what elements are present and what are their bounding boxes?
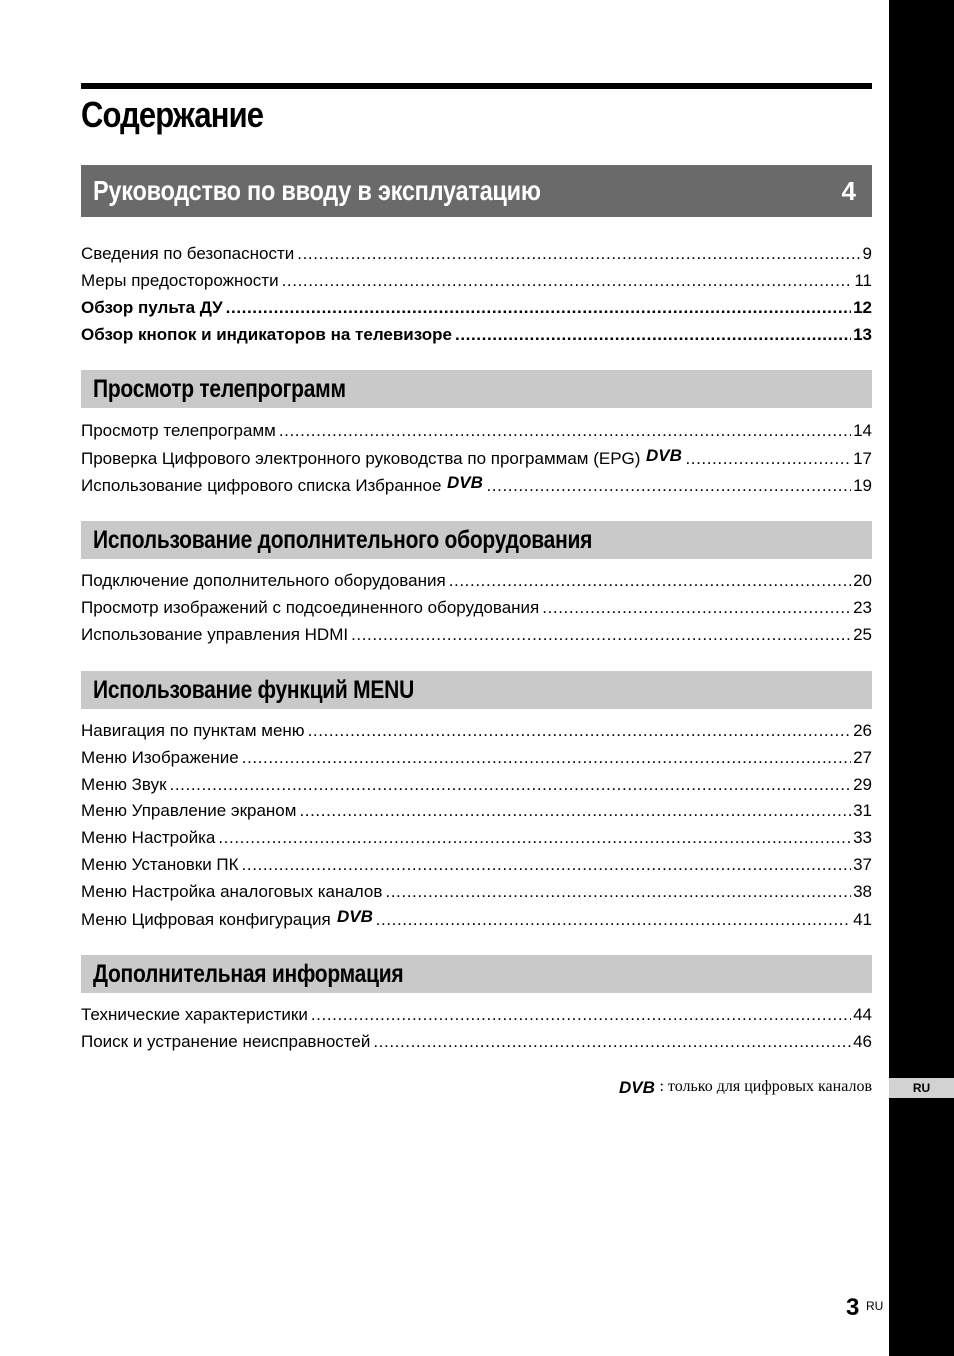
- toc-entry-page: 12: [853, 298, 872, 317]
- dvb-logo-icon: [337, 907, 373, 925]
- leader-dots: [351, 623, 851, 647]
- toc-entry-label: Просмотр телепрограмм: [81, 421, 276, 440]
- toc-entry-label: Просмотр изображений с подсоединенного оборудования: [81, 598, 540, 617]
- section-title: Руководство по вводу в эксплуатацию: [93, 175, 541, 206]
- dvb-logo-icon: [447, 473, 483, 491]
- toc-entry-label: Проверка Цифрового электронного руководства по программам (EPG): [81, 449, 641, 468]
- toc-entry-page: 17: [853, 449, 872, 468]
- leader-dots: [376, 908, 851, 932]
- svg-text:DVB: DVB: [619, 1078, 656, 1096]
- leader-dots: [449, 569, 851, 593]
- dvb-logo-icon: [646, 446, 682, 464]
- section-title: Дополнительная информация: [93, 959, 404, 988]
- toc-entry-label: Поиск и устранение неисправностей: [81, 1032, 371, 1051]
- language-tab: RU: [889, 1078, 954, 1098]
- toc-entry[interactable]: [81, 596, 872, 620]
- toc-entry[interactable]: [81, 880, 872, 904]
- leader-dots: [218, 826, 851, 850]
- page-title: Содержание: [81, 94, 264, 135]
- toc-entry-page: 11: [854, 271, 872, 290]
- svg-text:DVB: DVB: [336, 907, 373, 925]
- leader-dots: [242, 746, 851, 770]
- section-page-number: 4: [841, 175, 856, 206]
- section-title: Просмотр телепрограмм: [93, 374, 346, 403]
- leader-dots: [170, 773, 852, 797]
- leader-dots: [242, 853, 852, 877]
- page-number: 3: [846, 1294, 860, 1321]
- toc-entry[interactable]: [81, 826, 872, 850]
- toc-entry[interactable]: [81, 242, 872, 266]
- toc-entry-label: Технические характеристики: [81, 1005, 308, 1024]
- section-header-menu: [81, 671, 872, 709]
- side-black-bar: [889, 0, 954, 1356]
- toc-entry-label: Меню Установки ПК: [81, 855, 239, 874]
- footnote-text: : только для цифровых каналов: [659, 1078, 872, 1095]
- leader-dots: [373, 1030, 851, 1054]
- toc-entry[interactable]: [81, 569, 872, 593]
- leader-dots: [282, 269, 853, 293]
- toc-entry-label: Меню Управление экраном: [81, 801, 297, 820]
- toc-entry-label: Обзор пульта ДУ: [81, 298, 223, 317]
- toc-entry[interactable]: [81, 1003, 872, 1027]
- toc-entry-page: 37: [853, 855, 872, 874]
- section-title: Использование дополнительного оборудования: [93, 525, 593, 554]
- leader-dots: [455, 323, 851, 347]
- toc-entry[interactable]: [81, 269, 872, 293]
- toc-entry[interactable]: [81, 907, 872, 931]
- section-header-setup: [81, 165, 872, 217]
- toc-entry-page: 38: [853, 882, 872, 901]
- toc-entry-label: Меню Звук: [81, 775, 167, 794]
- toc-entry[interactable]: [81, 623, 872, 647]
- title-rule: [81, 83, 872, 89]
- section-title: Использование функций MENU: [93, 675, 414, 704]
- toc-entry-page: 23: [853, 598, 872, 617]
- dvb-footnote: [619, 1078, 872, 1096]
- section-header-additional-info: [81, 955, 872, 993]
- toc-entry-page: 27: [853, 748, 872, 767]
- toc-entry-label: Использование цифрового списка Избранное: [81, 476, 442, 495]
- toc-entry[interactable]: [81, 773, 872, 797]
- toc-entry-label: Меню Цифровая конфигурация: [81, 910, 331, 929]
- page-number-suffix: RU: [866, 1299, 884, 1313]
- toc-entry-page: 20: [853, 571, 872, 590]
- section-header-watching-tv: [81, 370, 872, 408]
- toc-entry[interactable]: [81, 853, 872, 877]
- toc-entry[interactable]: [81, 419, 872, 443]
- toc-entry[interactable]: [81, 473, 872, 497]
- toc-entry-label: Использование управления HDMI: [81, 625, 349, 644]
- toc-entry[interactable]: [81, 1030, 872, 1054]
- toc-entry-page: 9: [862, 244, 872, 263]
- toc-entry[interactable]: [81, 719, 872, 743]
- leader-dots: [226, 296, 851, 320]
- toc-entry-label: Меню Изображение: [81, 748, 239, 767]
- toc-entry-page: 33: [853, 828, 872, 847]
- toc-entry-label: Меню Настройка аналоговых каналов: [81, 882, 383, 901]
- toc-entry-label: Сведения по безопасности: [81, 244, 295, 263]
- toc-entry-label: Обзор кнопок и индикаторов на телевизоре: [81, 325, 452, 344]
- leader-dots: [542, 596, 851, 620]
- toc-entry-page: 26: [853, 721, 872, 740]
- toc-entry-page: 44: [853, 1005, 872, 1024]
- leader-dots: [299, 799, 851, 823]
- leader-dots: [308, 719, 852, 743]
- leader-dots: [685, 447, 851, 471]
- toc-entry-page: 31: [853, 801, 872, 820]
- leader-dots: [297, 242, 860, 266]
- toc-entry-page: 13: [853, 325, 872, 344]
- toc-entry[interactable]: [81, 446, 872, 470]
- leader-dots: [486, 474, 851, 498]
- toc-entry-page: 41: [853, 910, 872, 929]
- dvb-logo-icon: [619, 1078, 655, 1096]
- toc-entry[interactable]: [81, 323, 872, 347]
- leader-dots: [311, 1003, 851, 1027]
- section-header-extra-equipment: [81, 521, 872, 559]
- leader-dots: [279, 419, 851, 443]
- toc-entry-label: Подключение дополнительного оборудования: [81, 571, 446, 590]
- toc-entry-page: 46: [853, 1032, 872, 1051]
- toc-entry-page: 25: [853, 625, 872, 644]
- toc-entry-label: Меню Настройка: [81, 828, 216, 847]
- toc-entry-label: Меры предосторожности: [81, 271, 279, 290]
- svg-text:DVB: DVB: [447, 473, 484, 491]
- toc-entry-page: 29: [853, 775, 872, 794]
- toc-entry-label: Навигация по пунктам меню: [81, 721, 305, 740]
- toc-entry-page: 14: [853, 421, 872, 440]
- leader-dots: [385, 880, 851, 904]
- svg-text:DVB: DVB: [646, 446, 683, 464]
- toc-entry[interactable]: [81, 746, 872, 770]
- toc-entry-page: 19: [853, 476, 872, 495]
- toc-entry[interactable]: [81, 296, 872, 320]
- toc-entry[interactable]: [81, 799, 872, 823]
